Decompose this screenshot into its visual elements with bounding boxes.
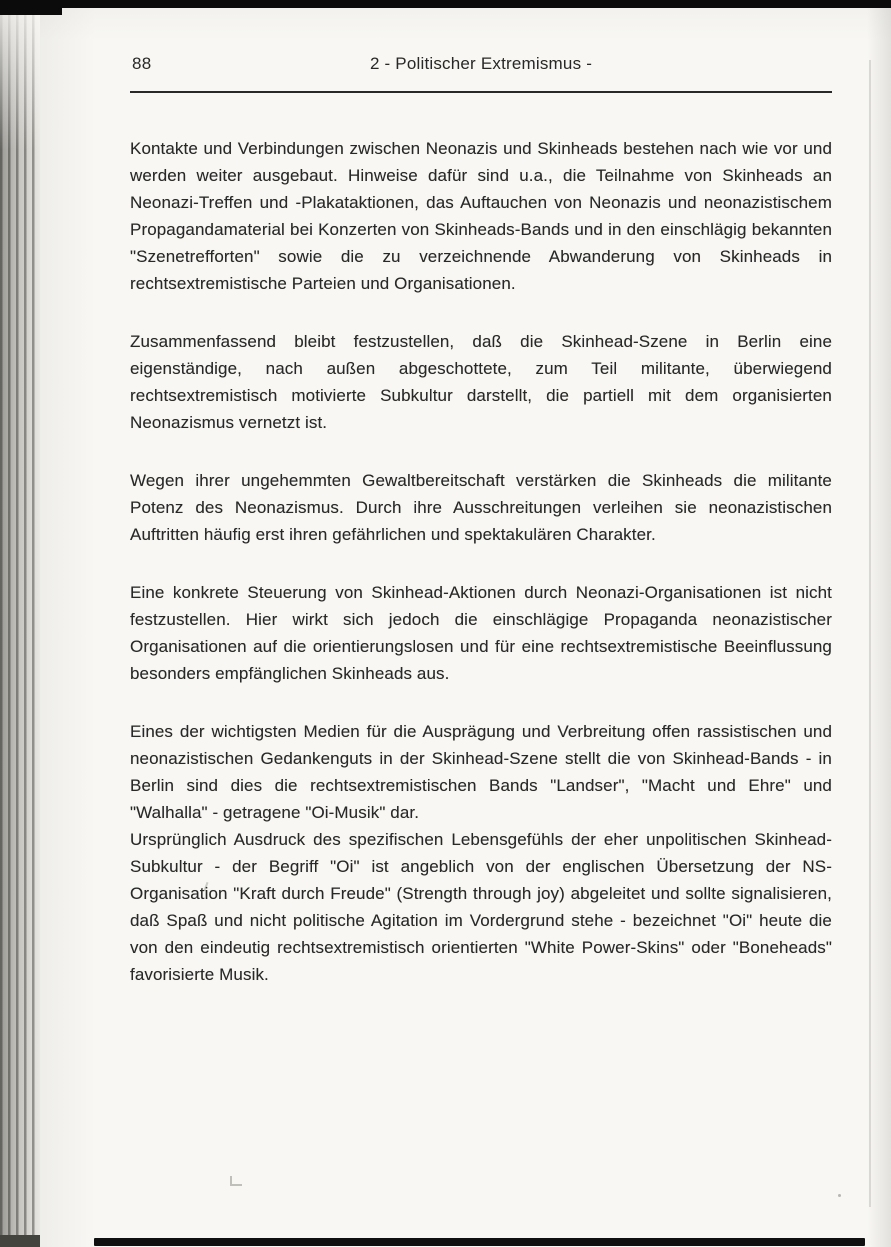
scan-artifact-top-left-corner xyxy=(0,0,62,15)
header-rule xyxy=(130,91,832,93)
scan-artifact-bottom-bar xyxy=(94,1238,865,1246)
document-page xyxy=(130,54,832,1019)
scan-artifact-right-edge-line xyxy=(869,60,871,1207)
paragraph-5: Eines der wichtigsten Medien für die Ausprägung und Verbreitung offen rassistischen und neonazistischen Gedankenguts in der Skinhead-Szene stellt die von Skinhead-Bands - in Berlin sind dies die rechtsextremistischen Bands "Landser", "Macht und Ehre" und "Walhalla" - getragene "Oi-Musik" dar. xyxy=(130,722,832,822)
paragraph-6: Ursprünglich Ausdruck des spezifischen Lebensgefühls der eher unpolitischen Skinhead-Subkultur - der Begriff "Oi" ist angeblich von der englischen Übersetzung der NS-Organisation "Kraft durch Freude" (Strength through joy) abgeleitet und sollte signalisieren, daß Spaß und nicht politische Agitation im Vordergrund stehe - bezeichnet "Oi" heute die von den eindeutig rechtsextremistisch orientierten "White Power-Skins" oder "Boneheads" favorisierte Musik. xyxy=(130,830,832,984)
scan-artifact-bottom-left-corner xyxy=(0,1235,40,1247)
paragraph-2: Zusammenfassend bleibt festzustellen, daß die Skinhead-Szene in Berlin eine eigenständige, nach außen abgeschottete, zum Teil militante, überwiegend rechtsextremistisch motivierte Subkultur darstellt, die partiell mit dem organisierten Neonazismus vernetzt ist. xyxy=(130,332,832,432)
scan-speck xyxy=(838,1194,841,1197)
scan-artifact-top-bar xyxy=(0,0,891,8)
paragraph-3: Wegen ihrer ungehemmten Gewaltbereitschaft verstärken die Skinheads die militante Potenz des Neonazismus. Durch ihre Ausschreitungen verleihen sie neonazistischen Auftritten häufig erst ihren gefährlichen und spektakulären Charakter. xyxy=(130,471,832,544)
page-body xyxy=(130,135,832,988)
page-number: 88 xyxy=(132,54,152,73)
page-header xyxy=(130,54,832,76)
scan-artifact-page-stack xyxy=(0,0,40,1247)
scan-speck xyxy=(230,1176,242,1186)
paragraph-4: Eine konkrete Steuerung von Skinhead-Aktionen durch Neonazi-Organisationen ist nicht festzustellen. Hier wirkt sich jedoch die einschlägige Propaganda neonazistischer Organisationen auf die orientierungslosen und für eine rechtsextremistische Beeinflussung besonders empfänglichen Skinheads aus. xyxy=(130,583,832,683)
paragraph-1: Kontakte und Verbindungen zwischen Neonazis und Skinheads bestehen nach wie vor und werden weiter ausgebaut. Hinweise dafür sind u.a., die Teilnahme von Skinheads an Neonazi-Treffen und -Plakataktionen, das Auftauchen von Neonazis und neonazistischem Propagandamaterial bei Konzerten von Skinheads-Bands und in den einschlägig bekannten "Szenetrefforten" sowie die zu verzeichnende Abwanderung von Skinheads in rechtsextremistische Parteien und Organisationen. xyxy=(130,139,832,293)
chapter-header: 2 - Politischer Extremismus - xyxy=(369,54,593,73)
